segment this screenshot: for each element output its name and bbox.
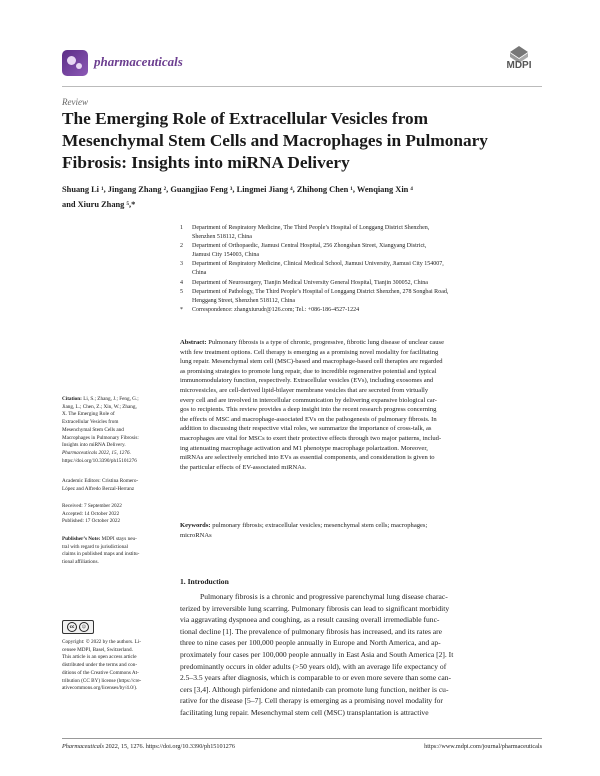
abstract-line: miRNAs are selectively enriched into EVs as essential components, and consideration is given to [180,454,435,462]
affiliation-line: Department of Pathology, The Third People’s Hospital of Longgang District Shenzhen, 278 Songbai Road, [192,289,449,296]
citation-line: Extracellular Vesicles from [62,419,119,426]
footer-journal-url[interactable]: https://www.mdpi.com/journal/pharmaceuticals [424,743,542,750]
copyright-line: Copyright: © 2022 by the authors. Li- [62,639,142,645]
affiliation-item [180,242,545,259]
section-heading-introduction: 1. Introduction [180,577,229,586]
body-line: three to nine cases per 100,000 people annually in Europe and North America, and ap- [180,638,441,648]
correspondence [180,306,545,315]
abstract-label: Abstract: [180,339,207,346]
publication-dates [62,503,168,526]
abstract-line: every cell and are involved in intercellular communication by delivering expansive biological car- [180,396,437,404]
affiliation-mark: 5 [180,289,183,296]
affiliation-item [180,260,545,277]
date-accepted: Accepted: 14 October 2022 [62,510,120,517]
abstract-line: ing attenuating macrophage activation and M1 phenotype macrophage polarization. Moreover, [180,444,428,452]
body-line: tional decline [1]. The prevalence of pulmonary fibrosis has increased, and its rates are [180,626,443,636]
by-attribution-icon: ☺ [79,622,89,632]
abstract-line: macrophages are vital for MSCs to exert their protective effects through two major patterns, includ- [180,434,442,442]
publisher-note-line: tral with regard to jurisdictional [62,543,128,550]
abstract-line: as promising strategies to promote lung repair, due to incredible regenerative potential and typical [180,367,437,375]
body-line: Pulmonary fibrosis is a chronic and progressive parenchymal lung disease charac- [200,592,448,601]
copyright-line[interactable]: ativecommons.org/licenses/by/4.0/). [62,685,138,692]
affiliation-line: Henggang Street, Shenzhen 518112, China [192,297,296,304]
abstract-line: lung repair. Mesenchymal stem cell (MSC)-based and macrophage-based cell therapies are regarded [180,358,443,366]
citation-doi-link[interactable]: https://doi.org/10.3390/ph15101276 [62,457,137,464]
publisher-note-line: MDPI stays neu- [101,536,137,542]
keywords-label: Keywords: [180,522,211,529]
date-published: Published: 17 October 2022 [62,518,121,525]
author-line: and Xiuru Zhang ⁵,* [62,200,136,209]
academic-editors [62,478,168,493]
affiliation-item [180,224,545,241]
affiliation-mark: 2 [180,243,183,250]
body-line: rative for the disease [5–7]. Cell therapy is emerging as a promising novel modality for [180,696,443,706]
footer-divider [62,738,542,739]
publisher-note [62,536,168,567]
footer-doi[interactable]: 2022, 15, 1276. https://doi.org/10.3390/ph15101276 [103,743,235,750]
mdpi-logo-text: MDPI [506,60,532,71]
citation-line: X. The Emerging Role of [62,411,115,418]
abstract-line: Pulmonary fibrosis is a type of chronic, progressive, fibrotic lung disease of unclear cause [208,339,444,346]
citation-line: Insights into miRNA Delivery. [62,442,126,449]
affiliations [180,224,545,316]
journal-name: pharmaceuticals [94,54,183,69]
article-title [62,108,542,174]
body-line: cers [3,4]. Although pirfenidone and nintedanib can promote lung function, neither is cu- [180,684,449,694]
body-line: 2.5–3.5 years after diagnosis, which is comparable to or even more severe than some can- [180,673,451,683]
affiliation-line: Jiamusi City 154003, China [192,251,260,258]
correspondence-line[interactable]: Correspondence: zhangxiurudr@126.com; Tel.: +086-186-4527-1224 [192,307,360,314]
citation-line: Macrophages in Pulmonary Fibrosis: [62,434,139,441]
abstract-line: microvesicles, are cell-derived lipid-bilayer membrane vesicles that are secreted from virtually [180,386,429,394]
body-line: terized by irreversible lung scarring. Pulmonary fibrosis can lead to significant morbidity [180,603,450,613]
author-list [62,182,542,212]
header-divider [62,86,542,87]
copyright-line[interactable]: tribution (CC BY) license (https://cre- [62,677,142,684]
citation-line: Mesenchymal Stem Cells and [62,426,124,433]
title-line: Fibrosis: Insights into miRNA Delivery [62,153,350,172]
footer-citation [62,743,235,750]
article-type: Review [62,97,88,107]
copyright-line: ditions of the Creative Commons At- [62,669,139,676]
cc-icon: cc [67,622,77,632]
citation-label: Citation: [62,396,82,402]
copyright-line: censee MDPI, Basel, Switzerland. [62,646,133,653]
abstract-line: immunomodulatory function, respectively. Extracellular vesicles (EVs), including exosomes and [180,377,434,385]
affiliation-line: Shenzhen 518112, China [192,233,252,240]
title-line: Mesenchymal Stem Cells and Macrophages in Pulmonary [62,131,488,150]
affiliation-line: Department of Orthopaedic, Jiamusi Central Hospital, 256 Zhongshan Street, Xiangyang District, [192,243,427,250]
editors-line: López and Alfredo Berzal-Herranz [62,485,135,492]
body-line: proximately four cases per 100,000 people annually in East Asia and South America [2]. It [180,649,454,659]
body-line: via aggravating dyspnoea and coughing, as a result causing overall irremediable func- [180,615,440,625]
author-line: Shuang Li ¹, Jingang Zhang ², Guangjiao Feng ³, Lingmei Jiang ⁴, Zhihong Chen ¹, Wenqiang Xin ⁴ [62,185,413,194]
affiliation-mark: 1 [180,225,183,231]
date-received: Received: 7 September 2022 [62,503,122,509]
publisher-note-line: tional affiliations. [62,559,99,566]
affiliation-line: Department of Respiratory Medicine, Clinical Medical School, Jiamusi University, Jiamusi City 154007, [192,261,444,268]
editors-line: Academic Editors: Cristina Romero- [62,478,139,484]
citation-line: Pharmaceuticals 2022, 15, 1276. [62,449,131,456]
affiliation-item [180,288,545,305]
affiliation-line: Department of Neurosurgery, Tianjin Medical University General Hospital, Tianjin 300052, China [192,279,428,286]
abstract-line: with few treatment options. Cell therapy is emerging as a promising novel modality for facilitating [180,348,439,356]
title-line: The Emerging Role of Extracellular Vesicles from [62,109,429,128]
copyright-line: This article is an open access article [62,654,137,661]
abstract-line: gos to recipients. This review provides a deep insight into the recent research progress concerning [180,406,437,414]
keywords-line: microRNAs [180,531,212,539]
affiliation-item [180,279,545,288]
affiliation-mark: 4 [180,279,183,286]
citation-line: Li, S.; Zhang, J.; Feng, G.; [83,396,139,402]
abstract [180,338,545,472]
keywords [180,521,545,540]
introduction-body [180,591,545,719]
abstract-line: the particular effects of EV-associated miRNAs. [180,463,307,471]
body-line: facilitating lung repair. Mesenchymal stem cell (MSC) transplantation is attractive [180,707,429,717]
citation-block [62,396,168,465]
cc-by-license-icon[interactable] [62,620,94,634]
keywords-line: pulmonary fibrosis; extracellular vesicles; mesenchymal stem cells; macrophages; [212,522,428,529]
citation-line: Jiang, L.; Chen, Z.; Xin, W.; Zhang, [62,403,137,410]
footer-journal: Pharmaceuticals [62,743,104,750]
affiliation-line: Department of Respiratory Medicine, The Third People’s Hospital of Longgang District Shenzhen, [192,225,430,231]
publisher-note-label: Publisher’s Note: [62,536,101,542]
affiliation-mark: * [180,307,183,314]
abstract-line: the effects of MSC and macrophage-associated EVs on the pathogenesis of pulmonary fibrosis. In [180,415,437,423]
affiliation-mark: 3 [180,261,183,268]
copyright-line: distributed under the terms and con- [62,662,138,669]
abstract-line: addition to discussing their respective vital roles, we summarize the importance of cross-talk, as [180,425,432,433]
affiliation-line: China [192,269,207,276]
copyright-block [62,639,168,693]
body-line: predominantly occurs in older adults (>50 years old), with an average life expectancy of [180,661,447,671]
pharmaceuticals-logo-icon [62,50,88,76]
publisher-note-line: claims in published maps and institu- [62,551,140,558]
